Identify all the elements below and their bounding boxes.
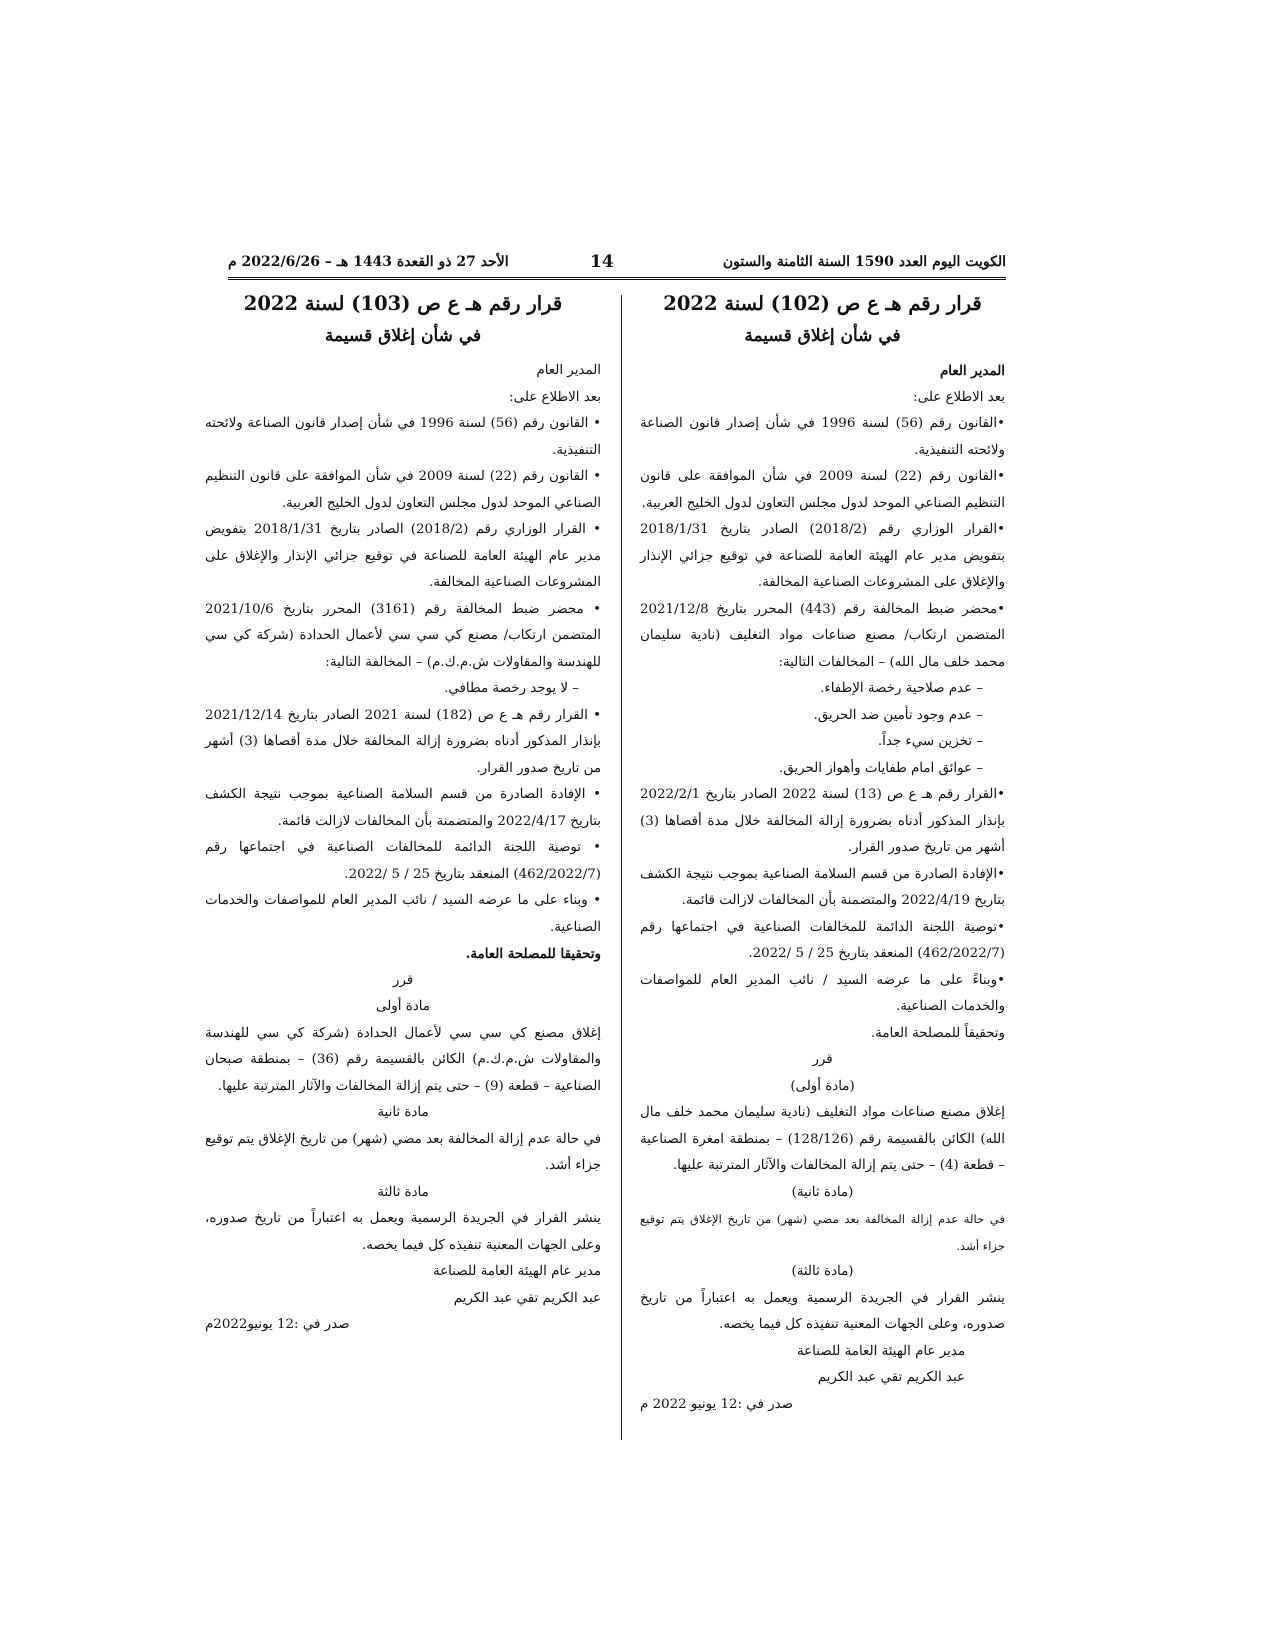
preamble-item: • القانون رقم (56) لسنة 1996 في شأن إصدار قانون الصناعة ولائحته التنفيذية. bbox=[205, 416, 601, 458]
preamble-item: وتحقيقا للمصلحة العامة. bbox=[465, 946, 601, 962]
director-label: المدير العام bbox=[536, 363, 601, 378]
decision-103 bbox=[205, 288, 601, 1339]
preamble-item: •القرار رقم هـ ع ص (13) لسنة 2022 الصادر بتاريخ 2022/2/1 بإنذار المذكور أدناه بضرورة إزالة المخالفة خلال مدة أقصاها (3) أشهر من تاريخ صدور القرار. bbox=[640, 787, 1006, 855]
article-heading: (مادة أولى) bbox=[790, 1078, 855, 1094]
decision-subtitle: في شأن إغلاق قسيمة bbox=[324, 326, 482, 346]
preamble-item: •محضر ضبط المخالفة رقم (443) المحرر بتاريخ 2021/12/8 المتضمن ارتكاب/ مصنع صناعات مواد التغليف (نادية سليمان محمد خلف مال الله) – المخالفات التالية: bbox=[640, 601, 1006, 670]
violation-item: – تخزين سيء جداً. bbox=[877, 734, 983, 749]
article-text: ينشر القرار في الجريدة الرسمية ويعمل به اعتباراً من تاريخ صدوره، وعلى الجهات المعنية تنفيذه كل فيما يخصه. bbox=[205, 1211, 601, 1253]
article-text: في حالة عدم إزالة المخالفة بعد مضي (شهر) من تاريخ الإغلاق يتم توقيع جزاء أشد. bbox=[205, 1131, 601, 1173]
article-heading: مادة ثانية bbox=[377, 1105, 429, 1120]
preamble-item: • القرار رقم هـ ع ص (182) لسنة 2021 الصادر بتاريخ 2021/12/14 بإنذار المذكور أدناه بضرورة إزالة المخالفة خلال مدة أقصاها (3) أشهر من تاريخ صدور القرار. bbox=[205, 707, 601, 776]
violation-item: – عوائق امام طفايات وأهواز الحريق. bbox=[778, 760, 983, 776]
article-heading: مادة أولى bbox=[376, 999, 430, 1014]
signer-name: عبد الكريم تقي عبد الكريم bbox=[817, 1370, 965, 1385]
preamble-item: • الإفادة الصادرة من قسم السلامة الصناعية بموجب نتيجة الكشف بتاريخ 2022/4/17 والمتضمنة بأن المخالفات لازالت قائمة. bbox=[205, 787, 601, 829]
decision-subtitle: في شأن إغلاق قسيمة bbox=[744, 326, 901, 346]
signer-title: مدير عام الهيئة العامة للصناعة bbox=[432, 1264, 601, 1279]
page-header bbox=[228, 254, 1006, 276]
article-text: إغلاق مصنع صناعات مواد التغليف (نادية سليمان محمد خلف مال الله) الكائن بالقسيمة رقم (128/126) – بمنطقة امغرة الصناعية – قطعة (4) – حتى يتم إزالة المخالفات والآثار المترتبة عليها. bbox=[640, 1105, 1005, 1173]
article-text: إغلاق مصنع كي سي سي لأعمال الحدادة (شركة كي سي للهندسة والمقاولات ش.م.ك.م) الكائن بالقسيمة رقم (36) – بمنطقة صبحان الصناعية – قطعة (9) – حتى يتم إزالة المخالفات والآثار المترتبة عليها. bbox=[205, 1025, 601, 1094]
preamble-item: •القانون رقم (56) لسنة 1996 في شأن إصدار قانون الصناعة ولائحته التنفيذية. bbox=[640, 416, 1005, 458]
preamble-item: •وبناءً على ما عرضه السيد / نائب المدير العام للمواصفات والخدمات الصناعية. bbox=[640, 972, 1005, 1014]
decision-102 bbox=[640, 288, 1005, 1418]
preamble-item: وتحقيقاً للمصلحة العامة. bbox=[870, 1025, 1005, 1041]
director-label: المدير العام bbox=[940, 363, 1005, 379]
preamble-item: • القرار الوزاري رقم (2018/2) الصادر بتاريخ 2018/1/31 بتفويض مدير عام الهيئة العامة للصناعة في توقيع جزائي الإنذار والإغلاق على المشروعات الصناعية المخالفة. bbox=[205, 522, 601, 590]
column-divider bbox=[621, 295, 622, 1440]
intro-text: بعد الاطلاع على: bbox=[509, 389, 601, 405]
preamble-item: • توصية اللجنة الدائمة للمخالفات الصناعية في اجتماعها رقم (462/2022/7) المنعقد بتاريخ 25 / 5 /2022. bbox=[205, 840, 601, 882]
signer-name: عبد الكريم تقي عبد الكريم bbox=[453, 1290, 601, 1306]
preamble-item: •القرار الوزاري رقم (2018/2) الصادر بتاريخ 2018/1/31 بتفويض مدير عام الهيئة العامة للصناعة في توقيع جزائي الإنذار والإغلاق على المشروعات الصناعية المخالفة. bbox=[640, 522, 1005, 590]
preamble-item: • وبناء على ما عرضه السيد / نائب المدير العام للمواصفات والخدمات الصناعية. bbox=[205, 893, 601, 935]
issue-date-line: صدر في :12 يونيو 2022 م bbox=[640, 1396, 793, 1412]
intro-text: بعد الاطلاع على: bbox=[913, 389, 1005, 405]
preamble-item: • القانون رقم (22) لسنة 2009 في شأن الموافقة على قانون التنظيم الصناعي الموحد لدول مجلس التعاون لدول الخليج العربية. bbox=[205, 469, 601, 511]
signer-title: مدير عام الهيئة العامة للصناعة bbox=[796, 1343, 965, 1359]
issue-date: الأحد 27 ذو القعدة 1443 هـ – 2022/6/26 م bbox=[228, 254, 509, 270]
violation-item: – لا يوجد رخصة مطافي. bbox=[444, 681, 579, 696]
header-divider bbox=[228, 277, 1006, 280]
preamble-item: •الإفادة الصادرة من قسم السلامة الصناعية بموجب نتيجة الكشف بتاريخ 2022/4/19 والمتضمنة بأن المخالفات لازالت قائمة. bbox=[640, 866, 1005, 908]
preamble-item: • محضر ضبط المخالفة رقم (3161) المحرر بتاريخ 2021/10/6 المتضمن ارتكاب/ مصنع كي سي سي لأعمال الحدادة (شركة كي سي للهندسة والمقاولات ش.م.ك.م) – المخالفة التالية: bbox=[205, 601, 602, 670]
page-number: 14 bbox=[590, 252, 614, 272]
gazette-issue: الكويت اليوم العدد 1590 السنة الثامنة والستون bbox=[722, 254, 1006, 270]
decision-title: قرار رقم هـ ع ص (102) لسنة 2022 bbox=[663, 292, 982, 315]
violation-item: – عدم وجود تأمين ضد الحريق. bbox=[813, 707, 983, 723]
violation-item: – عدم صلاحية رخصة الإطفاء. bbox=[820, 681, 983, 696]
decision-title: قرار رقم هـ ع ص (103) لسنة 2022 bbox=[243, 292, 563, 315]
issue-date-line: صدر في :12 يونيو2022م bbox=[205, 1317, 350, 1332]
article-heading: (مادة ثالثة) bbox=[791, 1264, 854, 1279]
decided-label: قرر bbox=[812, 1052, 833, 1067]
article-heading: (مادة ثانية) bbox=[791, 1184, 854, 1200]
article-text: في حالة عدم إزالة المخالفة بعد مضي (شهر) من تاريخ الإغلاق يتم توقيع جزاء أشد. bbox=[640, 1212, 1005, 1253]
article-text: ينشر القرار في الجريدة الرسمية ويعمل به اعتباراً من تاريخ صدوره، وعلى الجهات المعنية تنفيذه كل فيما يخصه. bbox=[640, 1290, 1005, 1332]
preamble-item: •توصية اللجنة الدائمة للمخالفات الصناعية في اجتماعها رقم (462/2022/7) المنعقد بتاريخ 25 / 5 /2022. bbox=[640, 919, 1005, 961]
article-heading: مادة ثالثة bbox=[377, 1184, 429, 1200]
preamble-item: •القانون رقم (22) لسنة 2009 في شأن الموافقة على قانون التنظيم الصناعي الموحد لدول مجلس التعاون لدول الخليج العربية. bbox=[640, 469, 1005, 511]
decided-label: قرر bbox=[392, 972, 414, 988]
